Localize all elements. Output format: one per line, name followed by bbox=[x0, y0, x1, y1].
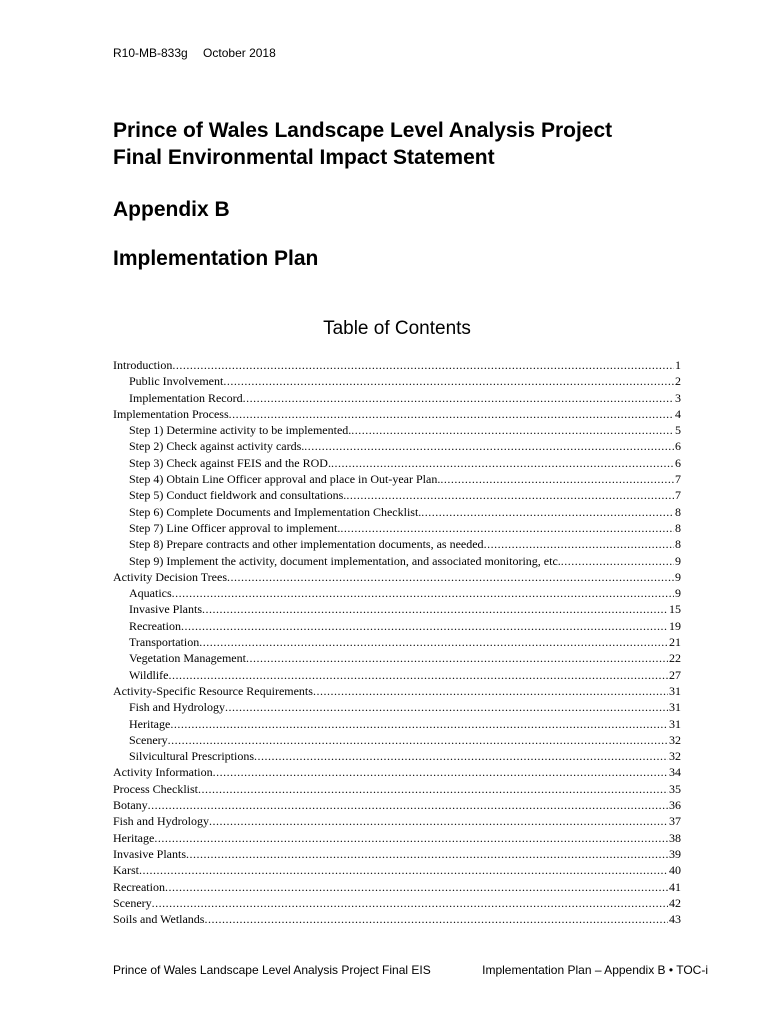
toc-entry[interactable] bbox=[113, 911, 681, 927]
toc-entry-label: Step 3) Check against FEIS and the ROD. bbox=[129, 455, 331, 470]
toc-entry-label: Step 4) Obtain Line Officer approval and place in Out-year Plan. bbox=[129, 472, 441, 487]
toc-entry[interactable] bbox=[113, 536, 681, 552]
toc-entry[interactable] bbox=[113, 487, 681, 503]
toc-dot-leader bbox=[246, 650, 668, 666]
toc-entry[interactable] bbox=[113, 813, 681, 829]
toc-dot-leader bbox=[172, 357, 674, 373]
toc-entry[interactable] bbox=[113, 390, 681, 406]
toc-entry-page: 6 bbox=[675, 439, 681, 454]
plan-heading: Implementation Plan bbox=[113, 247, 319, 270]
toc-entry-page: 34 bbox=[669, 765, 681, 780]
toc-entry-label: Soils and Wetlands bbox=[113, 912, 205, 927]
toc-dot-leader bbox=[331, 455, 674, 471]
toc-dot-leader bbox=[181, 618, 668, 634]
document-date: October 2018 bbox=[203, 46, 276, 60]
toc-entry-label: Step 2) Check against activity cards. bbox=[129, 439, 305, 454]
toc-entry-page: 4 bbox=[675, 406, 681, 421]
toc-entry-label: Step 9) Implement the activity, document implementation, and associated monitoring, etc. bbox=[129, 553, 561, 568]
toc-entry[interactable] bbox=[113, 862, 681, 878]
document-header bbox=[113, 46, 276, 60]
toc-entry-page: 35 bbox=[669, 781, 681, 796]
toc-dot-leader bbox=[209, 813, 668, 829]
appendix-heading: Appendix B bbox=[113, 198, 230, 221]
toc-entry[interactable] bbox=[113, 764, 681, 780]
toc-entry[interactable] bbox=[113, 406, 681, 422]
toc-entry-page: 8 bbox=[675, 537, 681, 552]
toc-entry-page: 19 bbox=[669, 618, 681, 633]
toc-entry-label: Invasive Plants bbox=[113, 846, 186, 861]
document-id: R10-MB-833g bbox=[113, 46, 188, 60]
toc-dot-leader bbox=[198, 781, 668, 797]
toc-dot-leader bbox=[204, 911, 668, 927]
toc-dot-leader bbox=[165, 879, 668, 895]
toc-entry-label: Step 6) Complete Documents and Implementation Checklist. bbox=[129, 504, 422, 519]
toc-entry-page: 22 bbox=[669, 651, 681, 666]
toc-entry-label: Public Involvement bbox=[129, 374, 224, 389]
toc-entry-page: 21 bbox=[669, 635, 681, 650]
toc-entry-label: Step 5) Conduct fieldwork and consultations. bbox=[129, 488, 347, 503]
toc-entry[interactable] bbox=[113, 520, 681, 536]
toc-entry-label: Karst bbox=[113, 863, 139, 878]
toc-entry-label: Process Checklist bbox=[113, 781, 198, 796]
footer-left: Prince of Wales Landscape Level Analysis Project Final EIS bbox=[113, 963, 431, 977]
toc-entry[interactable] bbox=[113, 569, 681, 585]
toc-entry-page: 31 bbox=[669, 716, 681, 731]
document-title-line-2: Final Environmental Impact Statement bbox=[113, 146, 495, 169]
toc-dot-leader bbox=[186, 846, 668, 862]
toc-entry-label: Activity Information bbox=[113, 765, 213, 780]
toc-entry[interactable] bbox=[113, 683, 681, 699]
toc-dot-leader bbox=[351, 422, 674, 438]
toc-entry-label: Scenery bbox=[113, 895, 152, 910]
toc-dot-leader bbox=[169, 667, 668, 683]
toc-dot-leader bbox=[227, 569, 674, 585]
page-footer bbox=[113, 963, 708, 977]
toc-entry-page: 40 bbox=[669, 863, 681, 878]
toc-dot-leader bbox=[148, 797, 668, 813]
footer-right: Implementation Plan – Appendix B • TOC-i bbox=[482, 963, 708, 977]
toc-entry-label: Heritage bbox=[113, 830, 155, 845]
toc-entry-page: 2 bbox=[675, 374, 681, 389]
toc-entry-page: 5 bbox=[675, 423, 681, 438]
toc-entry-page: 7 bbox=[675, 488, 681, 503]
toc-entry-page: 9 bbox=[675, 569, 681, 584]
toc-dot-leader bbox=[202, 601, 668, 617]
toc-entry-page: 32 bbox=[669, 749, 681, 764]
toc-entry[interactable] bbox=[113, 879, 681, 895]
toc-dot-leader bbox=[168, 732, 668, 748]
toc-entry-label: Wildlife bbox=[129, 667, 169, 682]
toc-entry[interactable] bbox=[113, 748, 681, 764]
toc-dot-leader bbox=[346, 487, 674, 503]
toc-entry-label: Activity Decision Trees bbox=[113, 569, 227, 584]
toc-entry-label: Introduction bbox=[113, 358, 173, 372]
table-of-contents bbox=[113, 357, 681, 927]
toc-entry[interactable] bbox=[113, 471, 681, 487]
toc-entry[interactable] bbox=[113, 618, 681, 634]
toc-entry-label: Fish and Hydrology bbox=[129, 700, 225, 715]
toc-dot-leader bbox=[243, 390, 674, 406]
toc-entry[interactable] bbox=[113, 781, 681, 797]
toc-entry[interactable] bbox=[113, 895, 681, 911]
toc-entry-page: 8 bbox=[675, 504, 681, 519]
toc-entry[interactable] bbox=[113, 455, 681, 471]
toc-entry-page: 42 bbox=[669, 895, 681, 910]
toc-entry-label: Recreation bbox=[129, 618, 181, 633]
toc-entry-label: Recreation bbox=[113, 879, 165, 894]
toc-dot-leader bbox=[152, 895, 668, 911]
toc-entry[interactable] bbox=[113, 650, 681, 666]
toc-entry-label: Aquatics bbox=[129, 586, 172, 601]
toc-entry-label: Botany bbox=[113, 798, 148, 813]
toc-dot-leader bbox=[484, 536, 674, 552]
toc-entry-label: Silvicultural Prescriptions bbox=[129, 749, 254, 764]
toc-entry-page: 8 bbox=[675, 520, 681, 535]
toc-entry-page: 15 bbox=[669, 602, 681, 617]
toc-entry-label: Invasive Plants bbox=[129, 602, 202, 617]
toc-entry-page: 3 bbox=[675, 390, 681, 405]
toc-entry-page: 36 bbox=[669, 798, 681, 813]
toc-entry-page: 27 bbox=[669, 667, 681, 682]
toc-dot-leader bbox=[170, 716, 668, 732]
toc-entry-page: 9 bbox=[675, 553, 681, 568]
toc-entry-label: Transportation bbox=[129, 635, 200, 650]
toc-entry-label: Activity-Specific Resource Requirements bbox=[113, 683, 313, 698]
toc-entry-page: 32 bbox=[669, 732, 681, 747]
toc-dot-leader bbox=[225, 699, 668, 715]
toc-entry-page: 37 bbox=[669, 814, 681, 829]
toc-entry[interactable] bbox=[113, 373, 681, 389]
toc-entry[interactable] bbox=[113, 716, 681, 732]
toc-entry[interactable] bbox=[113, 732, 681, 748]
toc-entry-label: Implementation Process bbox=[113, 406, 229, 421]
toc-entry-page: 39 bbox=[669, 846, 681, 861]
toc-entry[interactable] bbox=[113, 634, 681, 650]
toc-dot-leader bbox=[313, 683, 668, 699]
toc-entry-page: 7 bbox=[675, 472, 681, 487]
toc-entry-label: Vegetation Management bbox=[129, 651, 246, 666]
toc-entry-page: 1 bbox=[675, 358, 681, 372]
toc-dot-leader bbox=[199, 634, 668, 650]
toc-entry-label: Implementation Record bbox=[129, 390, 243, 405]
toc-entry[interactable] bbox=[113, 667, 681, 683]
toc-entry[interactable] bbox=[113, 357, 681, 373]
toc-entry[interactable] bbox=[113, 830, 681, 846]
toc-entry[interactable] bbox=[113, 601, 681, 617]
toc-entry[interactable] bbox=[113, 797, 681, 813]
toc-dot-leader bbox=[304, 438, 674, 454]
toc-heading: Table of Contents bbox=[323, 318, 471, 339]
toc-entry-label: Scenery bbox=[129, 732, 168, 747]
toc-entry-page: 6 bbox=[675, 455, 681, 470]
toc-entry-label: Step 1) Determine activity to be implemented. bbox=[129, 423, 352, 438]
toc-dot-leader bbox=[440, 471, 674, 487]
toc-entry[interactable] bbox=[113, 438, 681, 454]
toc-entry[interactable] bbox=[113, 585, 681, 601]
toc-dot-leader bbox=[561, 553, 674, 569]
toc-dot-leader bbox=[139, 862, 668, 878]
toc-dot-leader bbox=[172, 585, 674, 601]
toc-dot-leader bbox=[213, 764, 668, 780]
toc-entry-page: 31 bbox=[669, 700, 681, 715]
toc-entry-page: 9 bbox=[675, 586, 681, 601]
toc-entry-page: 43 bbox=[669, 912, 681, 927]
toc-entry-label: Step 8) Prepare contracts and other implementation documents, as needed bbox=[129, 537, 484, 552]
toc-entry-page: 31 bbox=[669, 683, 681, 698]
toc-entry[interactable] bbox=[113, 422, 681, 438]
document-title-line-1: Prince of Wales Landscape Level Analysis Project bbox=[113, 119, 613, 142]
toc-entry[interactable] bbox=[113, 504, 681, 520]
toc-dot-leader bbox=[154, 830, 668, 846]
toc-dot-leader bbox=[223, 373, 674, 389]
toc-entry-label: Step 7) Line Officer approval to implement. bbox=[129, 520, 341, 535]
document-title bbox=[113, 117, 612, 171]
toc-entry-page: 41 bbox=[669, 879, 681, 894]
toc-entry[interactable] bbox=[113, 846, 681, 862]
toc-dot-leader bbox=[229, 406, 674, 422]
toc-dot-leader bbox=[340, 520, 674, 536]
toc-entry[interactable] bbox=[113, 553, 681, 569]
toc-entry-label: Heritage bbox=[129, 716, 171, 731]
toc-dot-leader bbox=[254, 748, 668, 764]
toc-dot-leader bbox=[421, 504, 674, 520]
toc-entry-page: 38 bbox=[669, 830, 681, 845]
toc-entry-label: Fish and Hydrology bbox=[113, 814, 209, 829]
toc-entry[interactable] bbox=[113, 699, 681, 715]
